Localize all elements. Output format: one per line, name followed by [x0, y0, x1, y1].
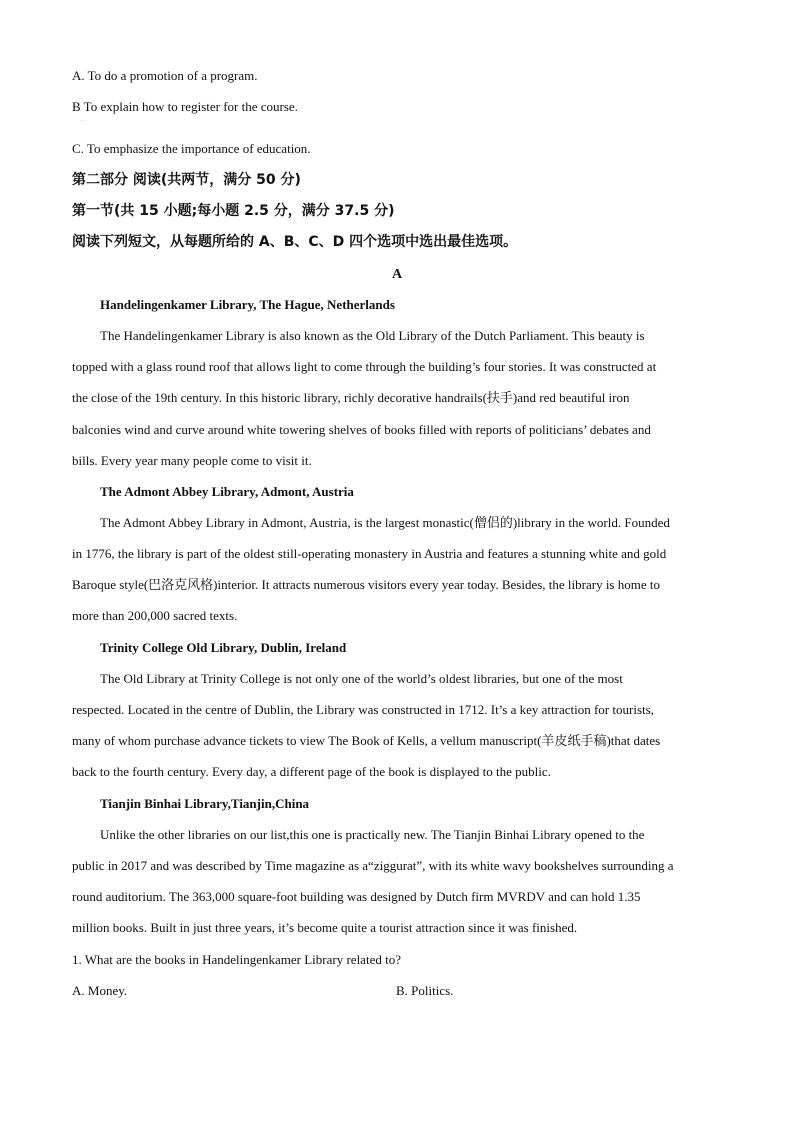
paragraph-line: balconies wind and curve around white towering shelves of books filled with reports of politicians’ debates and	[72, 422, 651, 437]
part-two-heading: 第二部分 阅读(共两节，满分 50 分)	[72, 172, 301, 188]
paragraph-line: million books. Built in just three years, it’s become quite a tourist attraction since it was finished.	[72, 920, 578, 935]
option-c-previous: C. To emphasize the importance of education.	[72, 141, 311, 156]
section-one-heading: 第一节(共 15 小题;每小题 2.5 分，满分 37.5 分)	[72, 203, 395, 219]
paragraph-line: back to the fourth century. Every day, a different page of the book is displayed to the public.	[72, 764, 551, 779]
option-b-previous: B To explain how to register for the course.	[72, 99, 298, 114]
question-1-option-a: A. Money.	[72, 983, 128, 998]
paragraph-line: bills. Every year many people come to visit it.	[72, 453, 312, 468]
paragraph-line: in 1776, the library is part of the oldest still-operating monastery in Austria and features a stunning white and gold	[72, 546, 667, 561]
paragraph-line: The Admont Abbey Library in Admont, Austria, is the largest monastic(僧侣的)library in the world. Founded	[100, 515, 670, 530]
section-title-tianjin: Tianjin Binhai Library,Tianjin,China	[100, 796, 310, 811]
section-title-handelingenkamer: Handelingenkamer Library, The Hague, Netherlands	[100, 297, 395, 312]
instructions-heading: 阅读下列短文，从每题所给的 A、B、C、D 四个选项中选出最佳选项。	[72, 234, 518, 250]
paragraph-line: many of whom purchase advance tickets to view The Book of Kells, a vellum manuscript(羊皮纸手稿)that dates	[72, 733, 661, 748]
section-title-admont: The Admont Abbey Library, Admont, Austria	[100, 484, 354, 499]
option-a-previous: A. To do a promotion of a program.	[72, 68, 258, 83]
paragraph-line: Unlike the other libraries on our list,this one is practically new. The Tianjin Binhai Library opened to the	[100, 827, 645, 842]
paragraph-line: respected. Located in the centre of Dublin, the Library was constructed in 1712. It’s a key attraction for tourists,	[72, 702, 654, 717]
paragraph-line: the close of the 19th century. In this historic library, richly decorative handrails(扶手)and red beautiful iron	[72, 390, 630, 405]
question-1-option-b: B. Politics.	[396, 983, 454, 998]
passage-letter: A	[391, 267, 403, 282]
stray-dot: .	[81, 117, 83, 123]
section-title-trinity: Trinity College Old Library, Dublin, Ireland	[100, 640, 347, 655]
paragraph-line: more than 200,000 sacred texts.	[72, 608, 238, 623]
paragraph-line: The Old Library at Trinity College is not only one of the world’s oldest libraries, but one of the most	[100, 671, 623, 686]
paragraph-line: Baroque style(巴洛克风格)interior. It attracts numerous visitors every year today. Besides, the library is home to	[72, 577, 660, 592]
paragraph-line: The Handelingenkamer Library is also known as the Old Library of the Dutch Parliament. This beauty is	[100, 328, 645, 343]
paragraph-line: topped with a glass round roof that allows light to come through the building’s four stories. It was constructed at	[72, 359, 657, 374]
question-1-stem: 1. What are the books in Handelingenkamer Library related to?	[72, 952, 401, 967]
paragraph-line: public in 2017 and was described by Time magazine as a“ziggurat”, with its white wavy bookshelves surrounding a	[72, 858, 674, 873]
paragraph-line: round auditorium. The 363,000 square-foot building was designed by Dutch firm MVRDV and can hold 1.35	[72, 889, 641, 904]
